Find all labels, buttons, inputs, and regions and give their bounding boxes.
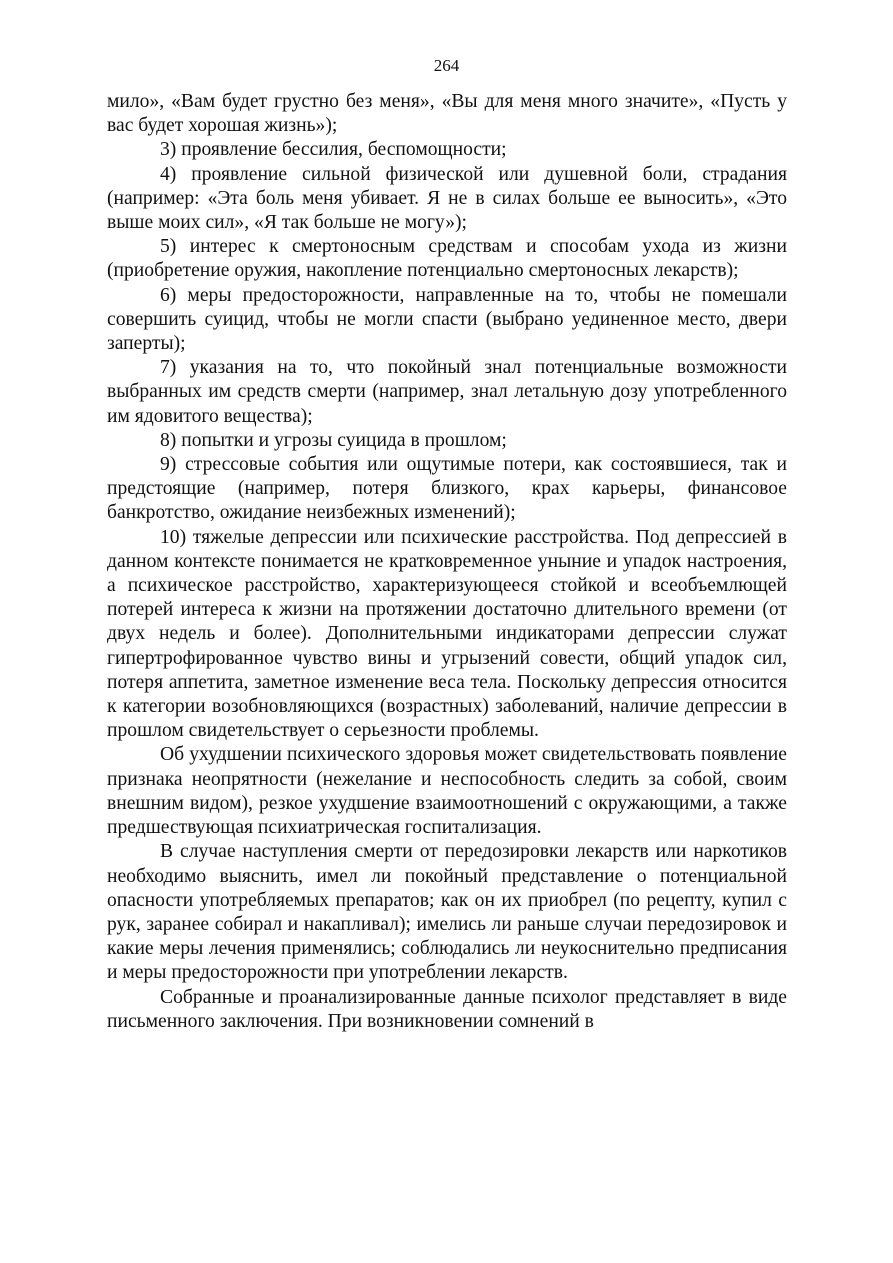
- list-item-10: 10) тяжелые депрессии или психические расстройства. Под депрессией в данном контексте понимается не кратковременное уныние и упадок настроения, а психическое расстройство, характеризующееся стойкой и всеобъемлющей потерей интереса к жизни на протяжении достаточно длительного времени (от двух недель и более). Дополнительными индикаторами депрессии служат гипертрофированное чувство вины и угрызений совести, общий упадок сил, потеря аппетита, заметное изменение веса тела. Поскольку депрессия относится к категории возобновляющихся (возрастных) заболеваний, наличие депрессии в прошлом свидетельствует о серьезности проблемы.: [107, 526, 787, 742]
- paragraph-mental-health: Об ухудшении психического здоровья может свидетельствовать появление признака неопрятности (нежелание и неспособность следить за собой, своим внешним видом), резкое ухудшение взаимоотношений с окружающими, а также предшествующая психиатрическая госпитализация.: [107, 744, 787, 839]
- page-text: [107, 90, 787, 1034]
- page-number: 264: [433, 56, 460, 75]
- paragraph-conclusion: Собранные и проанализированные данные психолог представляет в виде письменного заключения. При возникновении сомнений в: [107, 986, 787, 1032]
- list-item-8: 8) попытки и угрозы суицида в прошлом;: [160, 429, 507, 451]
- list-item-7: 7) указания на то, что покойный знал потенциальные возможности выбранных им средств смерти (например, знал летальную дозу употребленного им ядовитого вещества);: [107, 357, 787, 427]
- list-item-5: 5) интерес к смертоносным средствам и способам ухода из жизни (приобретение оружия, накопление потенциально смертоносных лекарств);: [107, 236, 787, 282]
- list-item-4: 4) проявление сильной физической или душевной боли, страдания (например: «Эта боль меня убивает. Я не в силах больше ее выносить», «Это выше моих сил», «Я так больше не могу»);: [107, 163, 787, 234]
- list-item-3: 3) проявление бессилия, беспомощности;: [160, 139, 507, 161]
- paragraph-continuation: мило», «Вам будет грустно без меня», «Вы для меня много значите», «Пусть у вас будет хорошая жизнь»);: [107, 91, 787, 137]
- paragraph-overdose: В случае наступления смерти от передозировки лекарств или наркотиков необходимо выяснить, имел ли покойный представление о потенциальной опасности употребляемых препаратов; как он их приобрел (по рецепту, купил с рук, заранее собирал и накапливал); имелись ли раньше случаи передозировок и какие меры лечения применялись; соблюдались ли неукоснительно предписания и меры предосторожности при употреблении лекарств.: [107, 841, 787, 984]
- list-item-9: 9) стрессовые события или ощутимые потери, как состоявшиеся, так и предстоящие (например, потеря близкого, крах карьеры, финансовое банкротство, ожидание неизбежных изменений);: [107, 454, 787, 524]
- list-item-6: 6) меры предосторожности, направленные на то, чтобы не помешали совершить суицид, чтобы не могли спасти (выбрано уединенное место, двери заперты);: [107, 284, 787, 355]
